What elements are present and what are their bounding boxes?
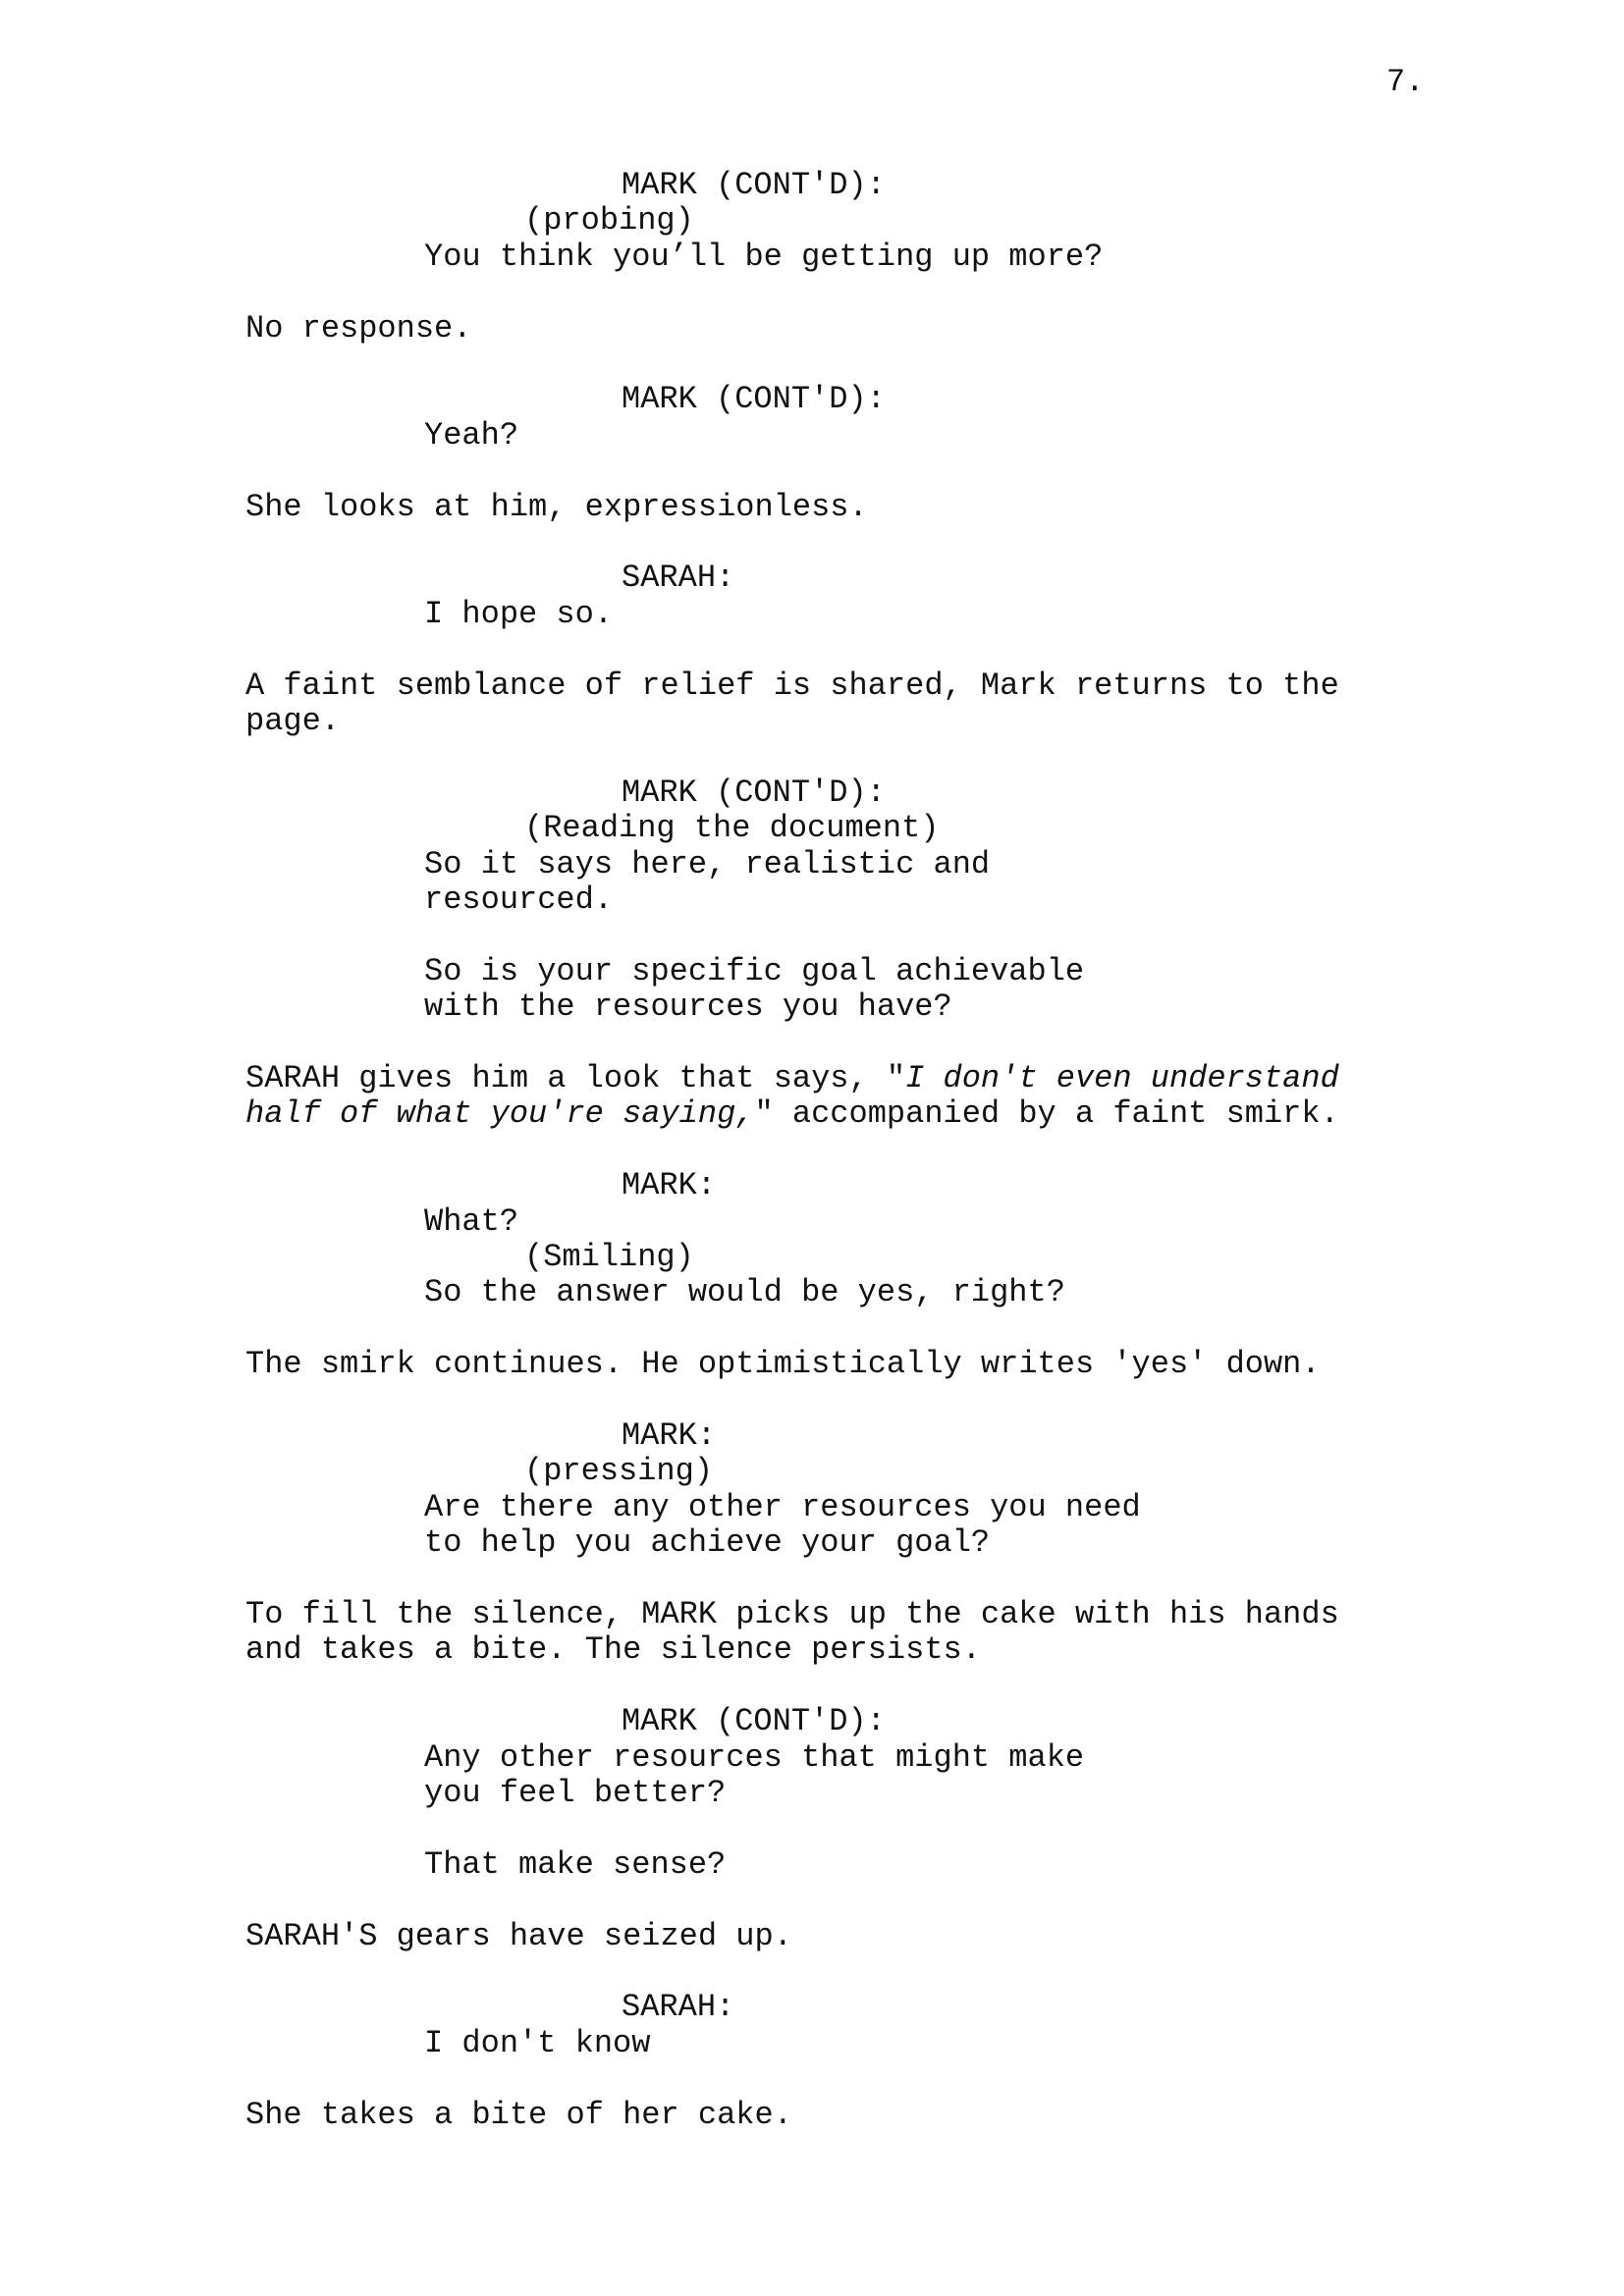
dialogue-line: I don't know [424,2024,651,2061]
dialogue-line: Are there any other resources you need [424,1488,1141,1525]
italic-segment: half of what you're saying, [245,1095,755,1133]
parenthetical-line: (probing) [524,202,694,240]
action-line: The smirk continues. He optimistically writes 'yes' down. [245,1346,1321,1383]
dialogue-line: So is your specific goal achievable [424,952,1085,989]
blank-line [245,739,1424,774]
italic-segment: I don't even understand [905,1060,1339,1097]
action-line: No response. [245,309,472,347]
character-line: MARK (CONT'D): [622,1703,886,1740]
dialogue-line: to help you achieve your goal? [424,1524,991,1562]
character-line: MARK (CONT'D): [622,774,886,811]
blank-line [245,1026,1424,1061]
dialogue-line: Any other resources that might make [424,1738,1085,1776]
parenthetical-line: (Smiling) [524,1239,694,1276]
action-line: page. [245,703,341,740]
action-line: and takes a bite. The silence persists. [245,1631,981,1669]
dialogue-line: with the resources you have? [424,988,952,1026]
blank-line [245,1669,1424,1704]
blank-line [245,1133,1424,1168]
character-line: MARK (CONT'D): [622,167,886,203]
text-segment: " accompanied by a faint smirk. [754,1095,1339,1133]
dialogue-line: So the answer would be yes, right? [424,1274,1065,1311]
character-line: MARK: [622,1167,717,1204]
blank-line [245,525,1424,561]
script-body [245,168,1424,2133]
parenthetical-line: (Reading the document) [524,810,940,847]
parenthetical-line: (pressing) [524,1453,714,1490]
character-line: MARK: [622,1417,717,1455]
dialogue-line: Yeah? [424,416,519,454]
blank-line [245,454,1424,489]
blank-line [245,1311,1424,1347]
blank-line [245,2061,1424,2097]
text-segment: SARAH gives him a look that says, " [245,1060,906,1097]
dialogue-line: I hope so. [424,595,614,632]
blank-line [245,1883,1424,1918]
action-line: She takes a bite of her cake. [245,2096,792,2133]
blank-line [245,347,1424,382]
blank-line [245,1562,1424,1597]
dialogue-line: What? [424,1202,519,1240]
action-line: SARAH'S gears have seized up. [245,1917,792,1954]
action-line [245,1061,1424,1096]
action-line: She looks at him, expressionless. [245,488,868,525]
dialogue-line: resourced. [424,881,614,919]
action-line: A faint semblance of relief is shared, Mark returns to the [245,667,1339,704]
blank-line [245,275,1424,310]
action-line [245,1096,1424,1132]
dialogue-line: So it says here, realistic and [424,845,991,882]
dialogue-line: That make sense? [424,1845,727,1883]
blank-line [245,1954,1424,1990]
blank-line [245,1383,1424,1418]
action-line: To fill the silence, MARK picks up the cake with his hands [245,1596,1339,1633]
blank-line [245,632,1424,667]
character-line: MARK (CONT'D): [622,381,886,418]
character-line: SARAH: [622,1989,735,2026]
blank-line [245,918,1424,953]
blank-line [245,1811,1424,1846]
dialogue-line: you feel better? [424,1775,727,1812]
character-line: SARAH: [622,560,735,597]
dialogue-line: You think you’ll be getting up more? [424,238,1104,275]
page-number: 7. [1386,64,1425,100]
